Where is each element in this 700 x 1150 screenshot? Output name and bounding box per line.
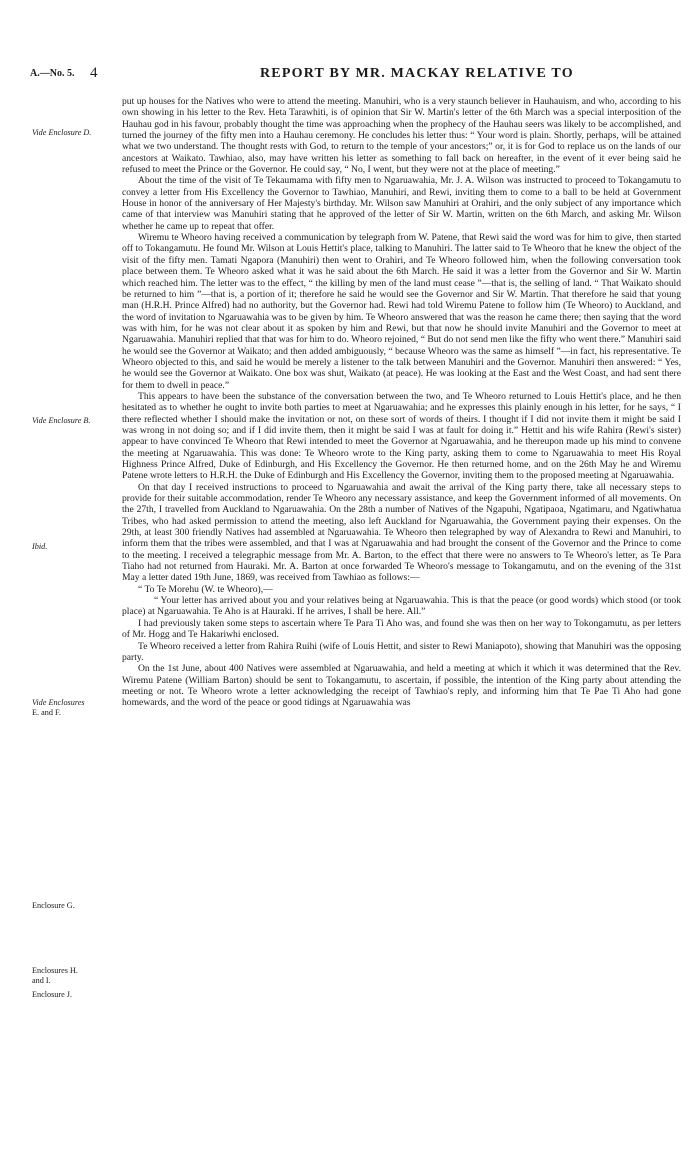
margin-note-enclosures-e-f [32, 698, 120, 718]
paragraph: This appears to have been the substance of the conversation between the two, and Te Wheoro returned to Louis Hettit's place, and he then hesitated as to whether he ought to invite both parties to meet at Ngaruawahia; and he expresses this plainly enough in his letter, for he says, “ I there reflected whether I should make the invitation or not, on these sort of words of theirs. I thought if I did not invite them it might be said I was wrong in not doing so; and if I did invite them, then it might be said I was at fault for doing it.” Hettit and his wife Rahira (Rewi's sister) appear to have convinced Te Wheoro that Rewi intended to meet the Governor at Ngaruawahia, and he thereupon made up his mind to convene the meeting at Ngaruawahia. This was done: Te Wheoro wrote to the King party, asking them to come to Ngaruawahia to meet His Royal Highness Prince Alfred, Duke of Edinburgh, and His Excellency the Governor. He then returned home, and on the 26th May he and Wiremu Patene wrote letters to H.R.H. the Duke of Edinburgh and His Excellency the Governor, inviting them to the proposed meeting at Ngaruawahia. [122, 390, 681, 482]
margin-note-text: Vide Enclosure B. [32, 416, 91, 425]
paragraph: About the time of the visit of Te Tekaumama with fifty men to Ngaruawahia, Mr. J. A. Wilson was instructed to proceed to Tokangamutu to convey a letter from His Excellency the Governor to Tawhiao, Manuhiri, and Rewi, inviting them to come to a ball to be held at Government House in honor of the anniversary of Her Majesty's birthday. Mr. Wilson saw Manuhiri at Orahiri, and the only subject of any importance which came of that interview was Manuhiri stating that he approved of the letter of Sir W. Martin, written on the 6th March, and asking Mr. Wilson whether he came up to repeat that offer. [122, 175, 681, 232]
page-header [30, 65, 680, 82]
paragraph: On the 1st June, about 400 Natives were assembled at Ngaruawahia, and held a meeting at which it which it was determined that the Rev. Wiremu Patene (William Barton) should be sent to Tokangamutu, to ascertain, if possible, the intention of the King party about attending the meeting or not. Te Wheoro wrote a letter acknowledging the receipt of Tawhiao's reply, and informing him that Te Pae Ti Aho had gone homewards, and the word of the peace or good tidings at Ngaruawahia was [122, 663, 681, 709]
paragraph: On that day I received instructions to proceed to Ngaruawahia and await the arrival of the King party there, take all necessary steps to provide for their suitable accommodation, render Te Wheoro any necessary assistance, and keep the Government informed of all movements. On the 27th, I travelled from Auckland to Ngaruawahia. On the 28th a number of Natives of the Ngapuhi, Ngatipaoa, Ngatimaru, and Ngatiwhatua Tribes, who had asked permission to attend the meeting, also left Auckland for Ngaruawahia, the Government paying their expenses. On the 29th, at least 300 friendly Natives had assembled at Ngaruawahia. Te Wheoro then telegraphed by way of Alexandra to Rewi and Manuhiri, to inform them that the tribes were assembled, and that I was at Ngaruawahia and had brought the consent of the Governor and the Prince to come to the meeting. I received a telegraphic message from Mr. A. Barton, to the effect that there were no answers to Te Wheoro's letter, as Te Para Tiaho had not returned from Hauraki. Mr. A. Barton at once forwarded Te Wheoro's message to Tokangamutu, and on the evening of the 31st May a letter dated 19th June, 1869, was received from Tawhiao as follows:— [122, 481, 681, 584]
margin-note-ibid [32, 542, 120, 552]
margin-note-enclosure-b [32, 416, 120, 426]
margin-note-text: Enclosure G. [32, 901, 75, 910]
margin-note-text: Enclosure J. [32, 990, 73, 999]
margin-note-text: Vide Enclosures [32, 698, 85, 707]
document-reference: A.—No. 5. [30, 68, 75, 79]
margin-note-text: E. and F. [32, 708, 61, 717]
margin-note-enclosure-j [32, 990, 120, 1000]
margin-note-enclosure-d [32, 128, 120, 138]
letter-quote: “ Your letter has arrived about you and your relatives being at Ngaruawahia. This is that the peace (or good words) which stood (or took place) at Ngaruawahia. Te Aho is at Hauraki. If he arrives, I shall be here. All.” [122, 595, 681, 618]
paragraph: Wiremu te Wheoro having received a communication by telegraph from W. Patene, that Rewi said the word was for him to give, then started off to Tokangamutu. He found Mr. Wilson at Louis Hettit's place, talking to Manuhiri. The latter said to Te Wheoro that he knew the object of the visit of the fifty men. Tamati Ngapora (Manuhiri) then went to Orahiri, and Te Wheoro followed him, when the following conversation took place between them. Te Wheoro asked what it was he said about the 6th March. He said it was a letter from the Governor and Sir W. Martin which reached him. The letter was to the effect, “ the killing by men of the land must cease ”—that is, the selling of land. “ That Waikato should be returned to him ”—that is, a portion of it; therefore he said he would see the Governor and Sir W. Martin. That therefore he said that young man (H.R.H. Prince Alfred) had no authority, but the Governor had. Rewi had told Wiremu Patene to follow him (Te Wheoro) to Auckland, and the word of invitation to Ngaruawahia was to be given by him. Te Wheoro answered that was the reason he came there; then saying that the word was with him, for he was not clear about it as spoken by him and Rewi, but that now he should invite Manuhiri and the Governor to meet at Ngaruawahia. Manuhiri replied that that was for him to do. Wheoro rejoined, “ But do not send men like the fifty who went there.” Manuhiri said he would see the Governor at Waikato; and then added ambiguously, “ because Wheoro was the same as himself ”—in fact, his representative. Te Wheoro objected to this, and said he would be merely a listener to the talk between Manuhiri and the Governor. Manuhiri then answered: “ Yes, he would see the Governor at Waikato. One box was shut, Waikato (at peace). He was looking at the East and the West Coast, and had sent there for them to dwell in peace.” [122, 232, 681, 391]
margin-note-text: Vide Enclosure D. [32, 128, 92, 137]
paragraph: Te Wheoro received a letter from Rahira Ruihi (wife of Louis Hettit, and sister to Rewi Maniapoto), showing that Manuhiri was the opposing party. [122, 640, 681, 663]
margin-note-enclosure-g [32, 901, 120, 911]
margin-note-text: and I. [32, 976, 51, 985]
running-title: REPORT BY MR. MACKAY RELATIVE TO [260, 66, 574, 81]
paragraph: put up houses for the Natives who were to attend the meeting. Manuhiri, who is a very staunch believer in Hauhauism, and who, according to his own showing in his letter to the Rev. Heta Tarawhiti, is of opinion that Sir W. Martin's letter of the 6th March was a special interposition of the Hauhau god in his favour, probably thought the time was approaching when the prophecy of the Hauhau seers was likely to be accomplished, and turned the journey of the fifty men into a Hauhau ceremony. He concludes his letter thus: “ Your word is plain. Shortly, perhaps, will be attained what we two understand. The thought rests with God, to return to the temple of your ancestors;” or, it is for God to replace us on the lands of our ancestors at Waikato. Tawhiao, also, may have written his letter as something to fall back on hereafter, in the event of it ever being said he refused to meet the Prince or the Governor. He could say, “ No, I went, but they were not at the place of meeting.” [122, 96, 681, 176]
margin-note-text: Enclosures H. [32, 966, 78, 975]
report-body [122, 96, 681, 709]
page-number: 4 [90, 65, 98, 81]
margin-note-text: Ibid. [32, 542, 48, 551]
letter-salutation: “ To Te Morehu (W. te Wheoro),— [138, 583, 273, 595]
paragraph: I had previously taken some steps to ascertain where Te Para Ti Aho was, and found she was then on her way to Tokongamutu, as per letters of Mr. Hogg and Te Hakariwhi enclosed. [122, 617, 681, 641]
margin-note-enclosures-h-i [32, 966, 120, 986]
